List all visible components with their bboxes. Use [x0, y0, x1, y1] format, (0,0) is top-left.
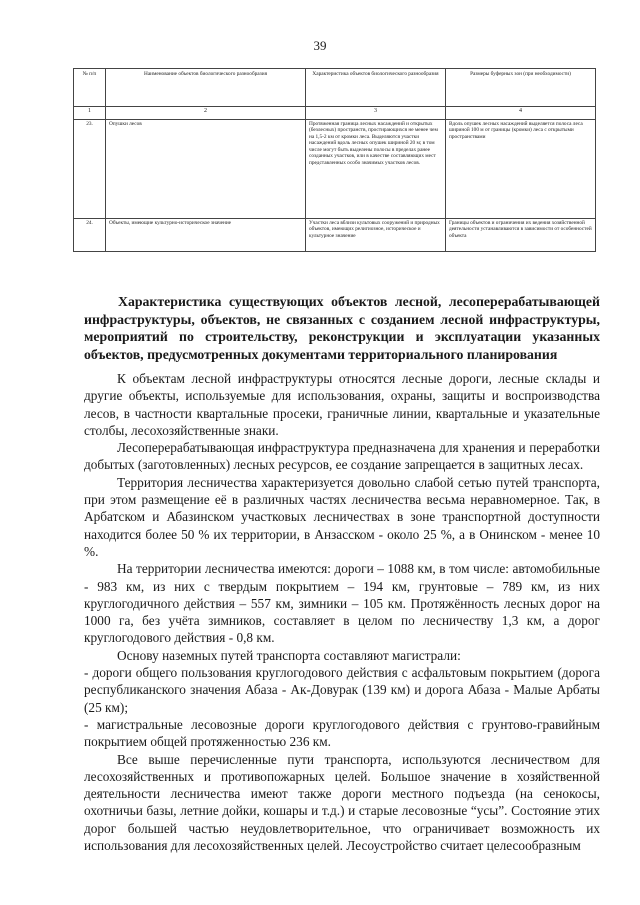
paragraph: Основу наземных путей транспорта составляют магистрали:	[117, 647, 461, 663]
paragraph: На территории лесничества имеются: дороги – 1088 км, в том числе: автомобильные - 983 км, из них с твердым покрытием – 194 км, грунтовые – 789 км, из них круглогодичного действия – 557 км, зимники – 105 км. Протяжённость лесных дорог на 1000 га, без учёта зимников, составляет в целом по лесничеству 1,3 км, а дорог круглогодового действия - 0,8 км.	[84, 561, 600, 646]
header-name: Наименование объектов биологического разнообразия	[106, 69, 306, 107]
list-item: - магистральные лесовозные дороги круглогодового действия с грунтово-гравийным покрытием общей протяженностью 236 км.	[84, 716, 600, 750]
header-num: № п/п	[74, 69, 106, 107]
table-row	[74, 219, 596, 252]
paragraph: Лесоперерабатывающая инфраструктура предназначена для хранения и переработки добытых (заготовленных) лесных ресурсов, ее создание запрещается в защитных лесах.	[84, 440, 600, 473]
table-row	[74, 120, 596, 219]
row-num: 24.	[74, 219, 106, 252]
biodiversity-table	[73, 68, 596, 252]
row-characteristic: Протяженная граница лесных насаждений и открытых (безлесных) пространств, простирающихся не менее чем на 1,5-2 км от кромки леса. Выделяются участки насаждений вдоль лесных опушек шириной 20 м; в том числе могут быть выделены полосы в пределах ранее созданных участков, или в качестве составляющих мест представленных особо значимых участков лесов.	[306, 120, 446, 219]
row-num: 23.	[74, 120, 106, 219]
page-number: 39	[313, 38, 327, 53]
paragraph: Все выше перечисленные пути транспорта, используются лесничеством для лесохозяйственных и противопожарных целей. Большое значение в хозяйственной деятельности лесничества имеют также дороги местного подъезда (на сенокосы, охотничьи базы, летние дойки, кошары и т.д.) и старые лесовозные “усы”. Состояние этих дорог большей частью неудовлетворительное, что ограничивает возможность их использования для лесохозяйственных целей. Лесоустройство считает целесообразным	[84, 751, 600, 854]
row-name: Объекты, имеющие культурно-историческое значение	[106, 219, 306, 252]
column-number: 3	[306, 107, 446, 120]
column-number: 1	[74, 107, 106, 120]
paragraph: К объектам лесной инфраструктуры относятся лесные дороги, лесные склады и другие объекты, используемые для использования, охраны, защиты и воспроизводства лесов, в частности квартальные просеки, граничные линии, квартальные и указательные столбы, лесохозяйственные знаки.	[84, 371, 600, 438]
paragraph: Территория лесничества характеризуется довольно слабой сетью путей транспорта, при этом размещение её в различных частях лесничества весьма неравномерное. Так, в Арбатском и Абазинском участковых лесничествах в зоне транспортной доступности находится более 50 % их территории, в Анзасском - около 25 %, а в Онинском - менее 10 %.	[84, 474, 600, 559]
row-buffer: Вдоль опушек лесных насаждений выделяется полоса леса шириной 100 м от границы (кромки) леса с открытыми пространствами	[446, 120, 596, 219]
row-characteristic: Участки леса вблизи культовых сооружений и природных объектов, имеющих религиозное, историческое и культурное значение	[306, 219, 446, 252]
column-number: 2	[106, 107, 306, 120]
row-buffer: Границы объектов и ограничения их ведения хозяйственной деятельности устанавливаются в зависимости от особенностей объекта	[446, 219, 596, 252]
column-number: 4	[446, 107, 596, 120]
header-buffer: Размеры буферных зон (при необходимости)	[446, 69, 596, 107]
header-characteristic: Характеристика объектов биологического разнообразия	[306, 69, 446, 107]
table-header-row	[74, 69, 596, 107]
row-name: Опушки лесов	[106, 120, 306, 219]
table-column-numbers-row	[74, 107, 596, 120]
list-item: - дороги общего пользования круглогодового действия с асфальтовым покрытием (дорога республиканского значения Абаза - Ак-Довурак (139 км) и дорога Абаза - Малые Арбаты (25 км);	[84, 665, 600, 715]
section-title: Характеристика существующих объектов лесной, лесоперерабатывающей инфраструктуры, объектов, не связанных с созданием лесной инфраструктуры, мероприятий по строительству, реконструкции и эксплуатации указанных объектов, предусмотренных документами территориального планирования	[84, 294, 600, 362]
body-text	[84, 370, 600, 854]
